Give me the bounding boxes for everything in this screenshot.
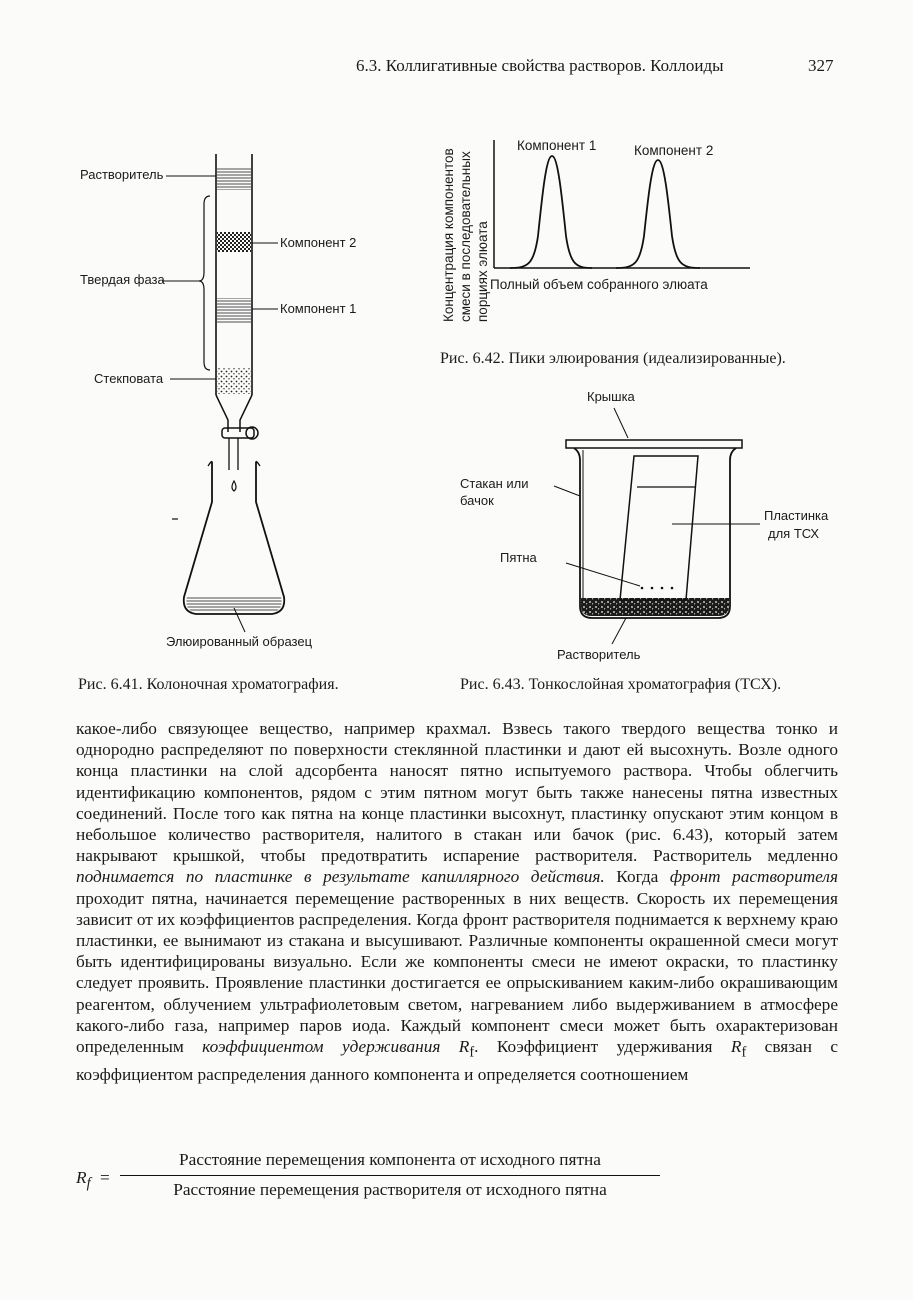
body-text-part-2: Когда [604,867,670,887]
caption-fig-6-41: Рис. 6.41. Колоночная хроматография. [78,676,339,693]
peak-component-2 [616,160,700,268]
elution-y-label [440,100,491,322]
label-beaker-line-1: Стакан или [460,476,529,491]
tlc-lid [566,440,742,448]
rf-symbol-2: R [730,1037,742,1057]
body-text-part-4: . Коэффициент удерживания [474,1037,731,1057]
body-italic-capillary: поднимается по пластинке в результате капиллярного действия. [76,867,605,887]
formula-lhs-sub: f [86,1175,91,1192]
rf-formula [76,1148,676,1204]
tlc-solvent [581,598,729,616]
formula-denominator: Расстояние перемещения растворителя от исходного пятна [173,1180,607,1199]
label-beaker-line-2: бачок [460,493,494,508]
body-paragraph [76,718,838,1085]
caption-fig-6-43: Рис. 6.43. Тонкослойная хроматография (ТСХ). [460,676,782,693]
body-text-part-1: какое-либо связующее вещество, например крахмал. Взвесь такого твердого вещества тонко и однородно распределяют по поверхности стеклянной пластинки и дают ей высохнуть. Возле одного конца пластинки на слой адсорбента наносят пятно испытуемого раствора. Чтобы облегчить идентификацию компонентов, рядом с этим пятном могут быть также нанесены пятна известных соединений. После того как пятна на конце пластинки высохнут, пластинку опускают этим концом в небольшое количество растворителя, налитого в стакан или бачок (рис. 6.43), который затем накрывают крышкой, чтобы предотвратить испарение растворителя. Растворитель медленно [76,719,838,866]
body-text-space [440,1037,458,1056]
formula-lhs-symbol: R [76,1168,87,1187]
rf-symbol-2-sub: f [741,1044,747,1061]
elution-x-label: Полный объем собранного элюата [490,277,708,292]
label-lid: Крышка [587,389,635,404]
tlc-beaker [574,448,736,618]
rf-symbol-1-sub: f [469,1044,475,1061]
body-text-part-5: связан с коэффициентом распределения данного компонента и определяется соотношением [76,1037,839,1084]
formula-numerator: Расстояние перемещения компонента от исходного пятна [179,1150,601,1169]
label-solvent-43: Растворитель [557,647,641,662]
tlc-spots [641,587,674,590]
label-solid-phase: Твердая фаза [80,272,165,287]
peak-1-label: Компонент 1 [517,138,597,153]
label-plate-line-1: Пластинка [764,508,829,523]
fraction-bar [120,1175,660,1176]
caption-fig-6-42: Рис. 6.42. Пики элюирования (идеализированные). [440,350,786,367]
elution-peaks-chart [0,0,913,360]
label-component-1-41: Компонент 1 [280,301,357,316]
formula-equals: = [100,1168,110,1187]
rf-symbol-1: R [458,1037,470,1057]
page-number: 327 [808,56,834,75]
formula-lhs [76,1168,91,1192]
tlc-plate [620,456,698,600]
body-italic-retention-coefficient: коэффициентом удерживания [202,1037,441,1057]
label-component-2-41: Компонент 2 [280,235,357,250]
label-spots: Пятна [500,550,537,565]
elution-y-label-line-2: смеси в последовательных [458,151,473,322]
label-glass-wool: Стекповата [94,371,164,386]
label-eluted-sample: Элюированный образец [166,634,313,649]
peak-component-1 [510,156,592,268]
label-plate-line-2: для ТСХ [768,526,820,541]
elution-y-label-line-3: порциях элюата [475,221,490,322]
running-head: 6.3. Коллигативные свойства растворов. Коллоиды [356,56,724,75]
elution-y-label-line-1: Концентрация компонентов [441,148,456,322]
body-italic-solvent-front: фронт растворителя [669,867,838,887]
label-solvent-41: Растворитель [80,167,164,182]
body-text-part-3: проходит пятна, начинается перемещение растворенных в них веществ. Скорость их перемещения зависит от их коэффициентов распределения. Когда фронт растворителя поднимается к верхнему краю пластинки, ее вынимают из стакана и высушивают. Различные компоненты окрашенной смеси могут быть идентифицированы визуально. Если же компоненты смеси не имеют окраски, то пластинку следует проявить. Проявление пластинки достигается ее опрыскиванием каким-либо окрашивающим реагентом, облучением ультрафиолетовым светом, нагреванием либо выдерживанием в атмосфере какого-либо газа, например паров иода. Каждый компонент смеси может быть охарактеризован определенным [76,888,838,1057]
peak-2-label: Компонент 2 [634,143,714,158]
